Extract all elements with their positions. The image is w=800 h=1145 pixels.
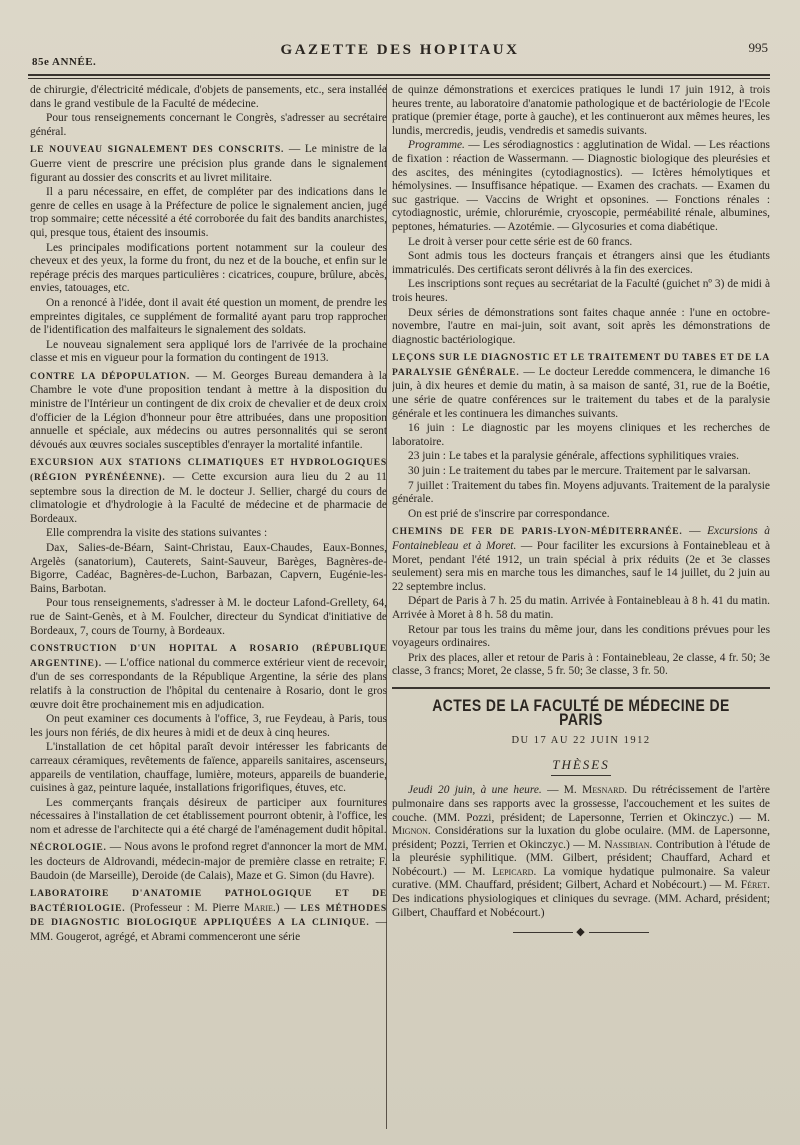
admis-paragraph: Sont admis tous les docteurs français et étrangers ainsi que les étudiants immatriculés. Des certificats seront délivrés à la fin des exercices. xyxy=(392,250,770,276)
lecons-p4: 30 juin : Le traitement du tabes par le mercure. Traitement par le salvarsan. xyxy=(408,465,751,478)
thesis-text-3: . Contribution à l'étude de la pleurésie syphilitique. (MM. Gilbert, président; Chauffard, Achard et Nobécourt.) — M. xyxy=(392,838,770,878)
laboratoire-continued: de quinze démonstrations et exercices pratiques le lundi 17 juin 1912, à trois heures trente, au laboratoire d'anatomie pathologique et de bactériologie de l'Ecole pratique (premier étage, porte à gauche), et les continueront aux mêmes heures, les lundis, mercredis, jeudis, vendredis et samedis suivants. xyxy=(392,84,770,137)
lecons-p5: 7 juillet : Traitement du tabes fin. Moyens adjuvants. Traitement de la paralysie générale. xyxy=(392,479,770,506)
intro-paragraph: de chirurgie, d'électricité médicale, d'objets de pansements, etc., sera installée dans le grand vestibule de la Faculté de médecine. xyxy=(30,84,387,110)
thesis-text-4: . La vomique hydatique pulmonaire. Sa valeur curative. (MM. Chauffard, président; Gilbert, Achard et Nobécourt.) — M. xyxy=(392,865,770,892)
ornament-line-right xyxy=(589,932,649,933)
excursion-p4: Pour tous renseignements, s'adresser à M. le docteur Lafond-Grellety, 64, rue de Saint-Genès, et à M. Foulcher, directeur du Syndicat d'initiative de Bordeaux, 7, cours de Tourny, à Bordeaux. xyxy=(30,597,387,637)
excursion-p2: Elle comprendra la visite des stations suivantes : xyxy=(46,527,268,540)
page-header xyxy=(30,38,770,72)
signalement-title: LE NOUVEAU SIGNALEMENT DES CONSCRITS. xyxy=(30,145,285,156)
chemins-title: CHEMINS DE FER DE PARIS-LYON-MÉDITERRANÉE. xyxy=(392,527,683,538)
left-column xyxy=(30,84,387,1134)
lecons-p3: 23 juin : Le tabes et la paralysie générale, affections syphilitiques vraies. xyxy=(408,450,739,463)
necrologie-article xyxy=(30,841,387,883)
actes-dates: DU 17 AU 22 JUIN 1912 xyxy=(511,735,651,747)
laboratoire-text-b: .) — xyxy=(272,901,301,914)
lecons-title: LEÇONS SUR LE DIAGNOSTIC ET LE TRAITEMENT DU TABES ET DE LA PARALYSIE GÉNÉRALE. xyxy=(392,353,770,378)
inscriptions-paragraph: Les inscriptions sont reçues au secrétariat de la Faculté (guichet nº 3) de midi à trois heures. xyxy=(392,278,770,304)
actes-section xyxy=(392,687,770,940)
rosario-p3: L'installation de cet hôpital paraît devoir intéresser les fabricants de carreaux céramiques, revêtements de faïence, appareils sanitaires, ascenseurs, appareils de ventilation, chauffage, lumière, moteurs, appareils de buanderie, cuisines à gaz, peinture laquée, installations frigorifiques, étuves, etc. xyxy=(30,741,387,795)
theses-date: Jeudi 20 juin, à une heure. xyxy=(408,784,542,797)
rosario-lead: — L'office national du commerce extérieur vient de recevoir, d'un de ses correspondants de la République Argentine, la série des plans relatifs à la construction de l'hôpital du centenaire à Rosario, dont le gros œuvre doit être prochainement mis en adjudication. xyxy=(30,656,387,711)
thesis-text-5: . Des indications physiologiques et cliniques du sevrage. (MM. Achard, président; Gilbert, Chauffard et Nobécourt.) xyxy=(392,879,770,919)
programme-paragraph xyxy=(392,139,770,234)
signalement-p3: Les principales modifications portent notamment sur la couleur des cheveux et des yeux, la forme du front, du nez et de la bouche, et enfin sur le repérage précis des marques particulières : cicatrices, coupure, brûlure, abcès, envies, tatouages, etc. xyxy=(30,241,387,295)
thesis-author-5: Féret xyxy=(740,879,768,892)
depopulation-article xyxy=(30,370,387,453)
signalement-p4: On a renoncé à l'idée, dont il avait été question un moment, de prendre les empreintes digitales, ce supplément de formalité ayant paru trop rapprocher de l'identification des malfaiteurs le signalement des soldats. xyxy=(30,296,387,337)
volume-year: 85e ANNÉE. xyxy=(32,56,97,68)
lecons-p6: On est prié de s'inscrire par correspondance. xyxy=(408,507,610,520)
rosario-article xyxy=(30,642,387,712)
droit-paragraph: Le droit à verser pour cette série est de 60 francs. xyxy=(408,235,633,248)
lecons-p2: 16 juin : Le diagnostic par les moyens cliniques et les recherches de laboratoire. xyxy=(392,422,770,448)
actes-title: ACTES DE LA FACULTÉ DE MÉDECINE DE PARIS xyxy=(432,695,730,729)
professor-name: Marie xyxy=(244,901,273,914)
lecons-lead: — Le docteur Leredde commencera, le dimanche 16 juin, à dix heures et demie du matin, à sa maison de santé, 31, rue de la Boétie, une série de quatre conférences sur le traitement du tabes et de la paralysie générale et les continuera les dimanches suivants. xyxy=(392,365,770,420)
journal-title: GAZETTE DES HOPITAUX xyxy=(280,42,520,58)
laboratoire-text-a: (Professeur : M. Pierre xyxy=(125,901,245,914)
thesis-author-4: Lepicard xyxy=(492,865,534,878)
chemins-p2: Départ de Paris à 7 h. 25 du matin. Arrivée à Fontainebleau à 8 h. 41 du matin. Arrivée à Moret à 8 h. 58 du matin. xyxy=(392,595,770,621)
signalement-article xyxy=(30,143,387,185)
chemins-article: CHEMINS DE FER DE PARIS-LYON-MÉDITERRANÉE. — Excursions à Fontainebleau et à Moret. — Pour faciliter les excursions à Fontainebleau et à Moret, pendant l'été 1912, un train spécial à prix réduits (2e et 3e classes seulement) sera mis en marche tous les dimanches, sauf le 14 juillet, du 2 juin au 22 septembre inclus. xyxy=(392,525,770,593)
depopulation-text: — M. Georges Bureau demandera à la Chambre le vote d'une proposition tendant à mettre à la disposition du ministre de l'Intérieur un contingent de dix croix de chevalier et de deux croix d'officier de la Légion d'honneur pour être attribuées, dans une proposition annuelle et spéciale, aux médecins ou autres personnalités qui se seront dévoués aux œuvres sociales susceptibles d'enrayer la mortalité infantile. xyxy=(30,369,387,451)
intro-paragraph-2: Pour tous renseignements concernant le Congrès, s'adresser au secrétaire général. xyxy=(30,112,387,138)
chemins-p4: Prix des places, aller et retour de Paris à : Fontainebleau, 2e classe, 4 fr. 50; 3e classe, 3 francs; Moret, 2e classe, 5 fr. 50; 3e classe, 3 fr. 50. xyxy=(392,651,770,678)
laboratoire-title: LABORATOIRE D'ANATOMIE PATHOLOGIQUE ET DE BACTÉRIOLOGIE. xyxy=(30,889,387,914)
header-rule xyxy=(28,74,770,79)
thesis-text-1: . Du rétrécissement de l'artère pulmonaire dans ses rapports avec la grossesse, l'accouchement et les suites de couche. (MM. Pozzi, président; de Lapersonne, Terrien et Okinczyc.) — M. xyxy=(392,784,770,824)
actes-rule xyxy=(392,687,770,689)
signalement-p5: Le nouveau signalement sera appliqué lors de l'arrivée de la prochaine classe et mis en vigueur pour la formation du contingent de 1913. xyxy=(30,338,387,365)
excursion-p3: Dax, Salies-de-Béarn, Saint-Christau, Eaux-Chaudes, Eaux-Bonnes, Argelès (sanatorium), Cauterets, Saint-Sauveur, Barèges, Bagnères-de-Bigorre, Cadéac, Bagnères-de-Luchon, Barbazan, Capvern, Eugénie-les-Bains, Barbotan. xyxy=(30,542,387,595)
rosario-p2: On peut examiner ces documents à l'office, 3, rue Feydeau, à Paris, tous les jours non fériés, de dix heures à midi et de deux à cinq heures. xyxy=(30,713,387,739)
chemins-lead: — Pour faciliter les excursions à Fontainebleau et à Moret, pendant l'été 1912, un train spécial à prix réduits (2e et 3e classes seulement) sera mis en marche tous les dimanches, sauf le 14 juillet, du 2 juin au 22 septembre inclus. xyxy=(392,540,770,593)
chemins-subtitle: Excursions à Fontainebleau et à Moret. xyxy=(392,525,770,552)
thesis-author-1: Mesnard xyxy=(582,784,625,797)
thesis-text-2: . Considérations sur la luxation du globe oculaire. (MM. de Lapersonne, président; Pozzi, Terrien et Okinczyc.) — M. xyxy=(392,825,770,851)
depopulation-title: CONTRE LA DÉPOPULATION. xyxy=(30,371,191,382)
lecons-article xyxy=(392,351,770,421)
programme-text: — Les sérodiagnostics : agglutination de Widal. — Les réactions de fixation : réaction de Wassermann. — Diagnostic biologique des pleurésies et des ascites, des méningites (cytodiagnostics). — Ictères hémolytiques et hémolysines. — Insuffisance hépatique. — Examen des crachats. — Examen du suc gastrique. — Vaccins de Wright et opsonines. — Fonctions rénales : cytodiagnostic, urémie, chlorurémie, cryoscopie, perméabilité rénale, albumines, peptones, hématuries. — Azotémie. — Glycosuries et coma diabétique. xyxy=(392,139,770,233)
end-ornament xyxy=(392,926,770,940)
laboratoire-subtitle: LES MÉTHODES DE DIAGNOSTIC BIOLOGIQUE APPLIQUÉES A LA CLINIQUE. xyxy=(30,903,387,929)
excursion-lead: — Cette excursion aura lieu du 2 au 11 septembre sous la direction de M. le docteur J. Sellier, chargé du cours de climatologie et d'hydrologie à la Faculté de médecine et de pharmacie de Bordeaux. xyxy=(30,471,387,525)
ornament-diamond-icon: ◆ xyxy=(576,926,586,939)
signalement-lead: — Le ministre de la Guerre vient de prescrire une précision plus grande dans le signalement figurant au dossier des conscrits et au livret militaire. xyxy=(30,143,387,184)
laboratoire-article xyxy=(30,887,387,944)
signalement-p2: Il a paru nécessaire, en effet, de compléter par des indications dans le genre de celles en usage à la Préfecture de police le signalement ancien, jugé trop sommaire; cette nécessité a été corroborée du fait des bandits anarchistes, qui, presque tous, étaient des insoumis. xyxy=(30,186,387,239)
theses-title: THÈSES xyxy=(552,756,610,772)
theses-rule xyxy=(551,775,611,776)
deux-series-paragraph: Deux séries de démonstrations sont faites chaque année : l'une en octobre-novembre, l'autre en mai-juin, soit avant, soit après les démonstrations de diagnostic bactériologique. xyxy=(392,306,770,346)
thesis-author-3: Nassibian xyxy=(604,838,650,851)
page-number: 995 xyxy=(748,40,768,55)
right-column xyxy=(392,84,770,1134)
necrologie-title: NÉCROLOGIE. xyxy=(30,843,107,854)
excursion-article xyxy=(30,456,387,526)
thesis-author-2: Mignon xyxy=(392,825,428,838)
laboratoire-text-c: — MM. Gougerot, agrégé, et Abrami commenceront une série xyxy=(30,916,387,944)
necrologie-text: — Nous avons le profond regret d'annoncer la mort de MM. les docteurs de Aldrovandi, médecin-major de première classe en retraite; F. Baudoin (de Marseille), Deroide (de Calais), Maze et G. Simon (du Havre). xyxy=(30,841,387,882)
rosario-p4: Les commerçants français désireux de participer aux fournitures nécessaires à l'installation de cet établissement pourront obtenir, à l'office, les nom et adresse de l'architecte qui a été chargé de l'aménagement dudit hôpital. xyxy=(30,796,387,836)
chemins-p3: Retour par tous les trains du même jour, dans les conditions prévues pour les voyageurs ordinaires. xyxy=(392,623,770,650)
theses-paragraph xyxy=(392,784,770,920)
ornament-line-left xyxy=(513,932,573,933)
theses-m-1: — M. xyxy=(541,784,583,797)
rosario-title: CONSTRUCTION D'UN HOPITAL A ROSARIO (RÉPUBLIQUE ARGENTINE). xyxy=(30,644,387,669)
excursion-title: EXCURSION AUX STATIONS CLIMATIQUES ET HYDROLOGIQUES (RÉGION PYRÉNÉENNE). xyxy=(30,458,387,484)
programme-label: Programme. xyxy=(408,139,465,152)
